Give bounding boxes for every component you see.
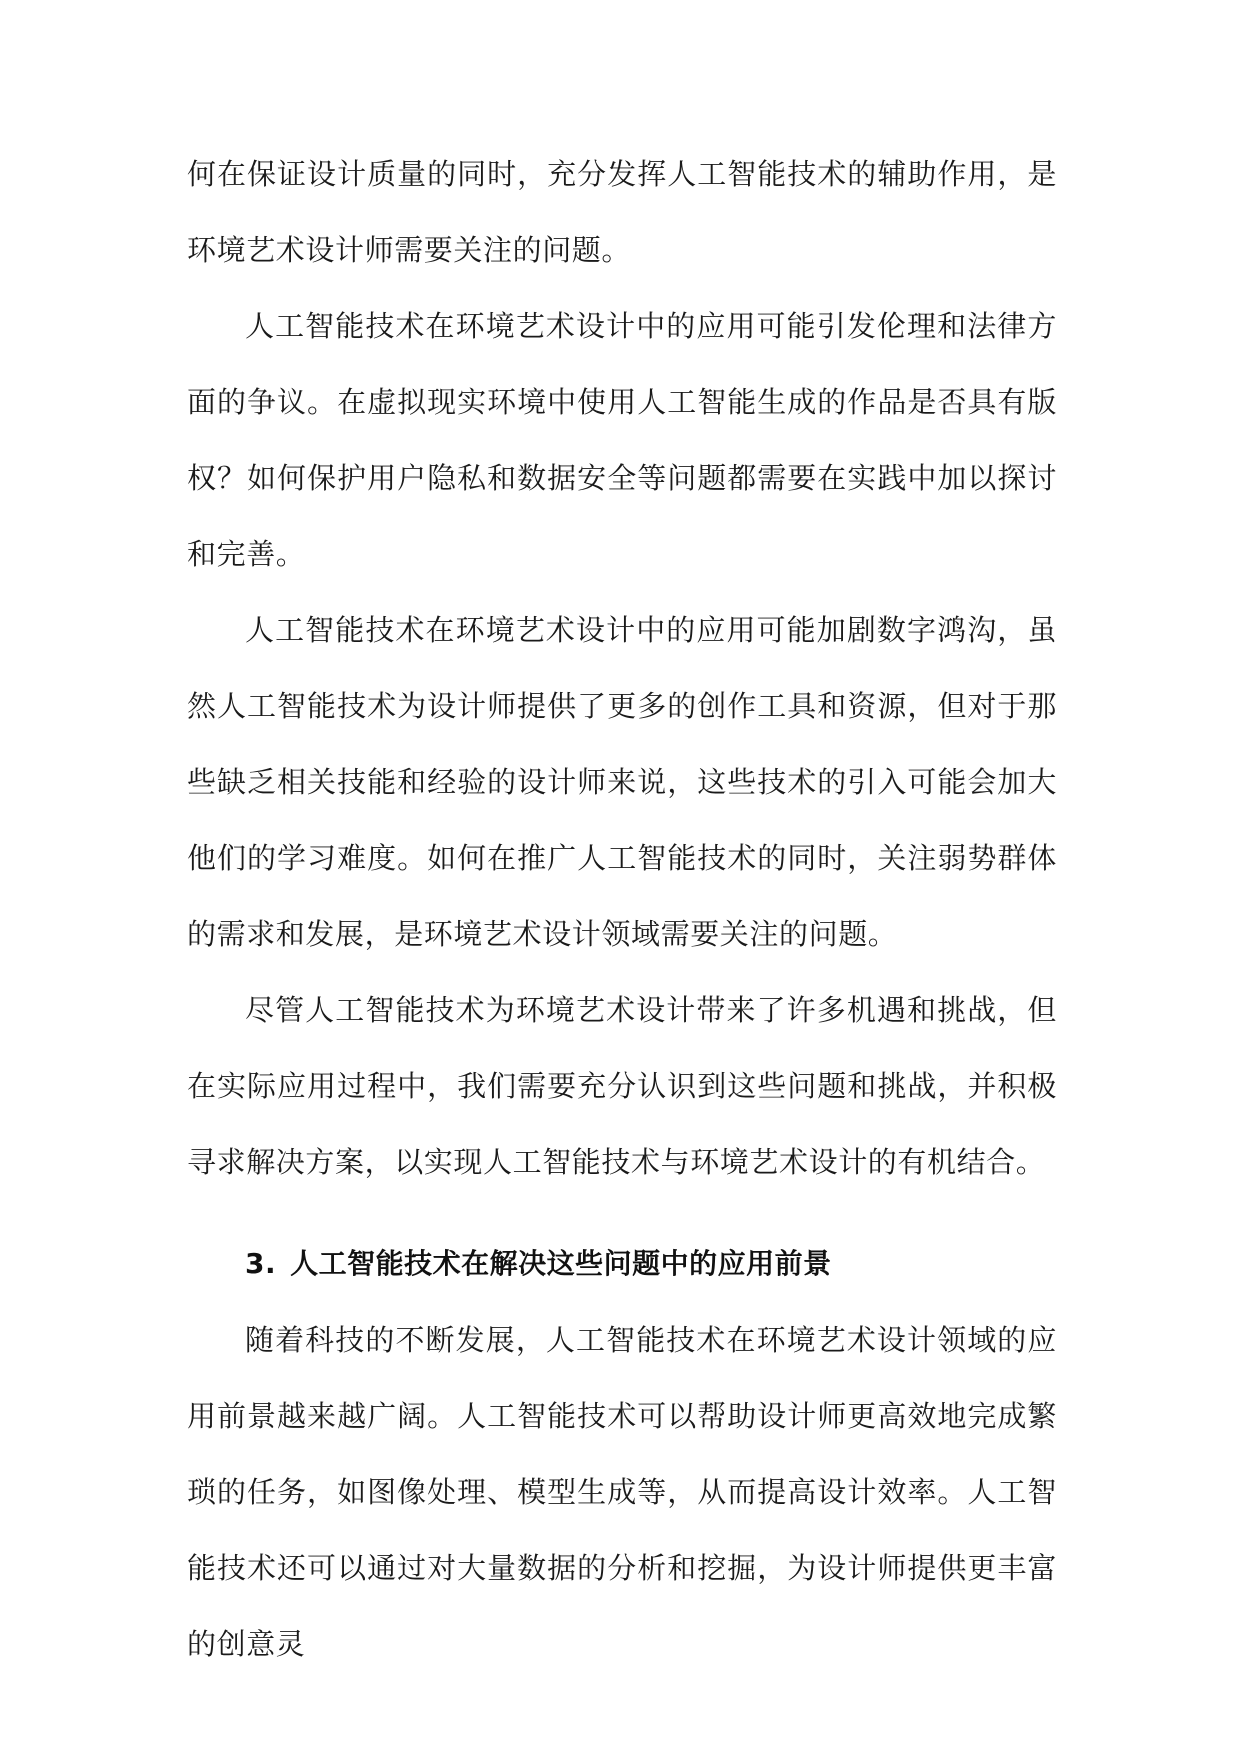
- paragraph-conclusion: 尽管人工智能技术为环境艺术设计带来了许多机遇和挑战，但在实际应用过程中，我们需要充分认识到这些问题和挑战，并积极寻求解决方案，以实现人工智能技术与环境艺术设计的有机结合。: [187, 993, 1057, 1179]
- paragraph-digital-divide: 人工智能技术在环境艺术设计中的应用可能加剧数字鸿沟，虽然人工智能技术为设计师提供了更多的创作工具和资源，但对于那些缺乏相关技能和经验的设计师来说，这些技术的引入可能会加大他们的学习难度。如何在推广人工智能技术的同时，关注弱势群体的需求和发展，是环境艺术设计领域需要关注的问题。: [187, 613, 1057, 951]
- section-heading: [187, 1226, 1057, 1302]
- paragraph-continued: 何在保证设计质量的同时，充分发挥人工智能技术的辅助作用，是环境艺术设计师需要关注的问题。: [187, 157, 1057, 267]
- section-number: 3.: [245, 1247, 277, 1280]
- paragraph-prospects: 随着科技的不断发展，人工智能技术在环境艺术设计领域的应用前景越来越广阔。人工智能技术可以帮助设计师更高效地完成繁琐的任务，如图像处理、模型生成等，从而提高设计效率。人工智能技术还可以通过对大量数据的分析和挖掘，为设计师提供更丰富的创意灵: [187, 1323, 1057, 1661]
- document-body: [187, 136, 1057, 1682]
- section-title: 人工智能技术在解决这些问题中的应用前景: [290, 1247, 832, 1280]
- paragraph-ethics-law: 人工智能技术在环境艺术设计中的应用可能引发伦理和法律方面的争议。在虚拟现实环境中使用人工智能生成的作品是否具有版权？如何保护用户隐私和数据安全等问题都需要在实践中加以探讨和完善。: [187, 309, 1057, 571]
